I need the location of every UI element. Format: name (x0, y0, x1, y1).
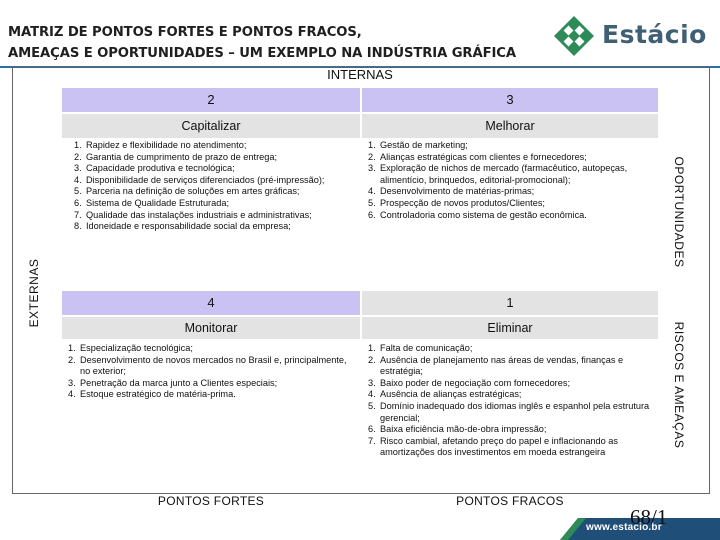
list-item: 8. Idoneidade e responsabilidade social da empresa; (74, 221, 291, 232)
axis-label-internas: INTERNAS (327, 67, 393, 82)
quadrant-2-list (74, 140, 356, 233)
axis-label-externas: EXTERNAS (27, 258, 41, 328)
list-item: 7. Risco cambial, afetando preço do papel e inflacionando as amortizações dos investimentos em moeda estrangeira (368, 435, 619, 458)
list-item: 1. Rapidez e flexibilidade no atendimento; (74, 140, 247, 150)
axis-label-riscos: RISCOS E AMEAÇAS (672, 321, 686, 449)
list-item: 1. Especialização tecnológica; (68, 343, 193, 353)
quadrant-4-label: Monitorar (62, 317, 360, 339)
list-item: 3. Capacidade produtiva e tecnológica; (74, 163, 235, 174)
list-item: 2. Ausência de planejamento nas áreas de vendas, finanças e estratégia; (368, 354, 624, 377)
quadrant-3-label: Melhorar (362, 114, 658, 138)
quadrant-1-number: 1 (362, 291, 658, 315)
list-item: 4. Disponibilidade de serviços diferenciados (pré-impressão); (74, 174, 325, 185)
estacio-logo (552, 14, 712, 58)
list-item: 2. Garantia de cumprimento de prazo de entrega; (74, 151, 278, 162)
quadrant-3-list (368, 140, 652, 221)
list-item: 5. Prospecção de novos produtos/Clientes; (368, 197, 545, 208)
quadrant-4-number: 4 (62, 291, 360, 315)
list-item: 1. Gestão de marketing; (368, 140, 468, 150)
estacio-logo-icon (552, 14, 596, 58)
quadrant-1-body (362, 339, 658, 489)
quadrant-2-number: 2 (62, 88, 360, 112)
list-item: 2. Desenvolvimento de novos mercados no Brasil e, principalmente, no exterior; (68, 354, 347, 377)
axis-label-pontos-fracos: PONTOS FRACOS (456, 494, 564, 508)
title-line-2: AMEAÇAS E OPORTUNIDADES – UM EXEMPLO NA INDÚSTRIA GRÁFICA (8, 46, 516, 61)
quadrant-4-list (68, 343, 356, 401)
quadrant-3-body (362, 138, 658, 288)
quadrant-4-body (62, 339, 360, 489)
list-item: 4. Desenvolvimento de matérias-primas; (368, 186, 535, 197)
list-item: 5. Domínio inadequado dos idiomas inglês e espanhol pela estrutura gerencial; (368, 400, 650, 423)
list-item: 2. Alianças estratégicas com clientes e fornecedores; (368, 151, 587, 162)
quadrant-1-label: Eliminar (362, 317, 658, 339)
axis-label-pontos-fortes: PONTOS FORTES (157, 494, 265, 508)
quadrant-1-list (368, 343, 652, 459)
axis-label-oportunidades: OPORTUNIDADES (672, 156, 686, 268)
list-item: 3. Exploração de nichos de mercado (farmacêutico, autopeças, alimentício, brinquedos, editorial-promocional); (368, 163, 628, 185)
list-item: 1. Falta de comunicação; (368, 343, 473, 353)
list-item: 6. Controladoria como sistema de gestão econômica. (368, 209, 587, 220)
estacio-logo-text: Estácio (602, 20, 707, 49)
quadrant-2-body (62, 138, 360, 288)
list-item: 3. Penetração da marca junto a Clientes especiais; (68, 377, 278, 388)
list-item: 4. Estoque estratégico de matéria-prima. (68, 389, 236, 400)
list-item: 5. Parceria na definição de soluções em artes gráficas; (74, 186, 300, 197)
list-item: 6. Sistema de Qualidade Estruturada; (74, 197, 229, 208)
list-item: 4. Ausência de alianças estratégicas; (368, 389, 522, 400)
title-line-1: MATRIZ DE PONTOS FORTES E PONTOS FRACOS, (8, 25, 362, 40)
page-number: 68/1 (630, 505, 668, 529)
footer-url: www.estacio.br (586, 522, 662, 533)
slide-title (8, 22, 548, 64)
list-item: 6. Baixa eficiência mão-de-obra impressão; (368, 424, 547, 435)
list-item: 3. Baixo poder de negociação com fornecedores; (368, 377, 570, 388)
quadrant-2-label: Capitalizar (62, 114, 360, 138)
list-item: 7. Qualidade das instalações industriais e administrativas; (74, 209, 312, 220)
quadrant-3-number: 3 (362, 88, 658, 112)
